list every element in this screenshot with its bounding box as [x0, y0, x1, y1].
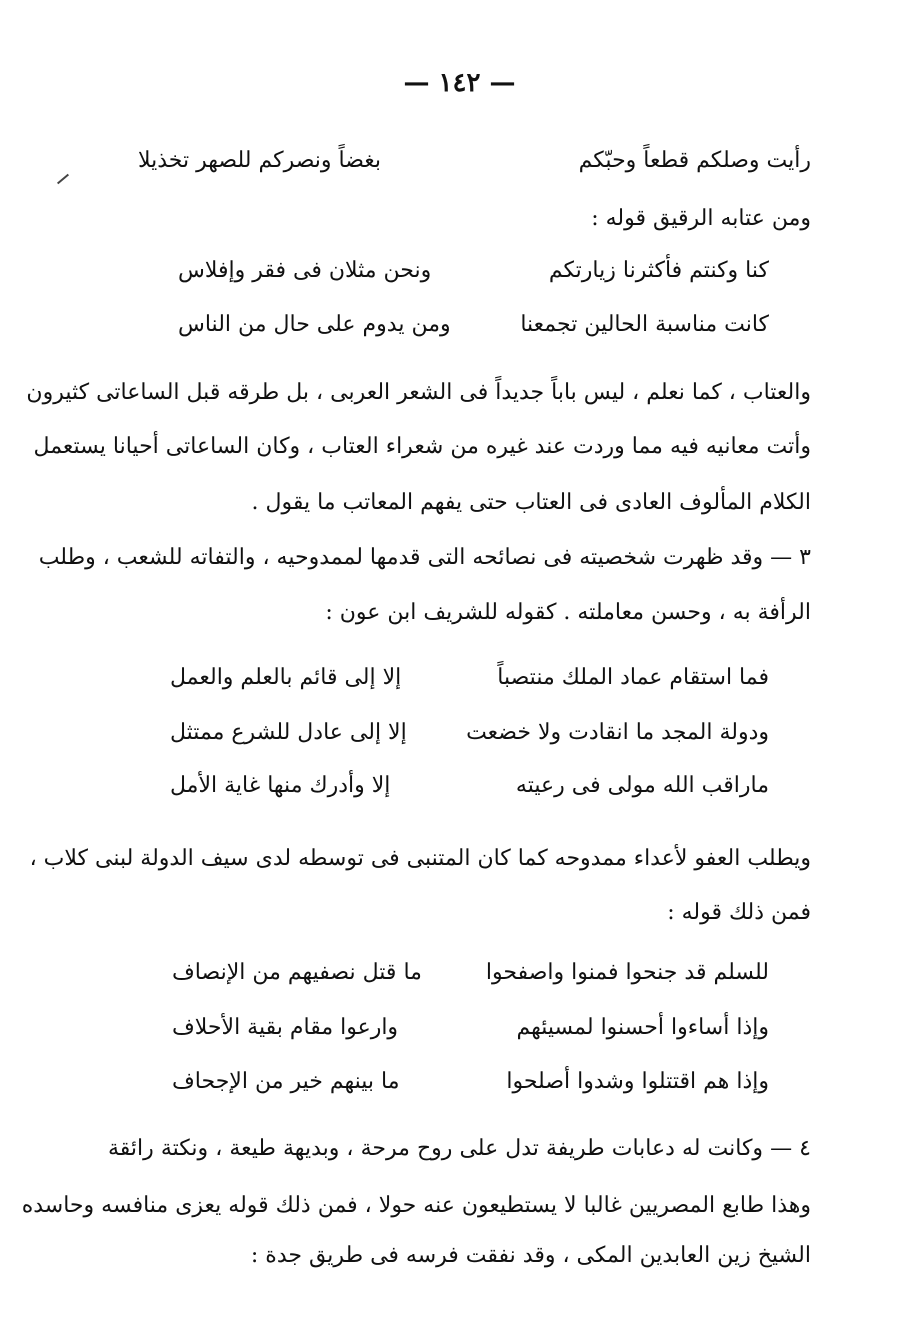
paragraph-line: الرأفة به ، وحسن معاملته . كقوله للشريف ابن عون : [325, 600, 811, 625]
verse-hemistich-right: كنا وكنتم فأكثرنا زيارتكم [548, 258, 769, 283]
verse-hemistich-right: فما استقام عماد الملك منتصباً [497, 665, 769, 690]
verse-hemistich-right: ودولة المجد ما انقادت ولا خضعت [466, 720, 769, 745]
paragraph-line: الكلام المألوف العادى فى العتاب حتى يفهم المعاتب ما يقول . [251, 490, 811, 515]
paragraph-line: وهذا طابع المصريين غالبا لا يستطيعون عنه حولا ، فمن ذلك قوله يعزى منافسه وحاسده [21, 1193, 811, 1218]
verse-line [178, 255, 769, 287]
page-number: — ١٤٢ — [403, 68, 516, 98]
intro-line: ومن عتابه الرقيق قوله : [591, 206, 811, 231]
verse-hemistich-left: إلا إلى قائم بالعلم والعمل [170, 665, 402, 690]
pen-mark [57, 174, 69, 185]
paragraph-line: والعتاب ، كما نعلم ، ليس باباً جديداً فى الشعر العربى ، بل طرقه قبل الساعاتى كثيرون [26, 380, 811, 405]
verse-hemistich-right: للسلم قد جنحوا فمنوا واصفحوا [485, 960, 769, 985]
verse-line [170, 717, 769, 749]
verse-hemistich-right: وإذا أساءوا أحسنوا لمسيئهم [516, 1015, 769, 1040]
verse-hemistich-left: ونحن مثلان فى فقر وإفلاس [178, 258, 432, 283]
verse-hemistich-left: إلا إلى عادل للشرع ممتثل [170, 720, 407, 745]
verse-hemistich-right: وإذا هم اقتتلوا وشدوا أصلحوا [506, 1069, 769, 1094]
verse-hemistich-right: كانت مناسبة الحالين تجمعنا [520, 312, 769, 337]
verse-hemistich-left: بغضاً ونصركم للصهر تخذيلا [138, 148, 382, 173]
verse-hemistich-left: ما قتل نصفيهم من الإنصاف [172, 960, 422, 985]
paragraph-line: فمن ذلك قوله : [667, 900, 811, 925]
paragraph-line: الشيخ زين العابدين المكى ، وقد نفقت فرسه فى طريق جدة : [250, 1243, 811, 1268]
verse-line [172, 957, 769, 989]
paragraph-line: ٣ — وقد ظهرت شخصيته فى نصائحه التى قدمها لممدوحيه ، والتفاته للشعب ، وطلب [38, 545, 811, 570]
verse-line [178, 309, 769, 341]
verse-hemistich-left: ومن يدوم على حال من الناس [178, 312, 451, 337]
paragraph-line: ويطلب العفو لأعداء ممدوحه كما كان المتنبى فى توسطه لدى سيف الدولة لبنى كلاب ، [29, 846, 811, 871]
verse-hemistich-left: إلا وأدرك منها غاية الأمل [170, 773, 391, 798]
paragraph-line: ٤ — وكانت له دعابات طريفة تدل على روح مرحة ، وبديهة طيعة ، ونكتة رائقة [108, 1136, 811, 1161]
verse-line [170, 662, 769, 694]
verse-line [172, 1012, 769, 1044]
verse-hemistich-right: رأيت وصلكم قطعاً وحبّكم [578, 148, 811, 173]
verse-hemistich-left: وارعوا مقام بقية الأحلاف [172, 1015, 399, 1040]
verse-line [108, 145, 811, 177]
verse-hemistich-right: ماراقب الله مولى فى رعيته [515, 773, 769, 798]
verse-line [172, 1066, 769, 1098]
paragraph-line: وأتت معانيه فيه مما وردت عند غيره من شعراء العتاب ، وكان الساعاتى أحيانا يستعمل [33, 434, 811, 459]
verse-line [170, 770, 769, 802]
verse-hemistich-left: ما بينهم خير من الإجحاف [172, 1069, 400, 1094]
